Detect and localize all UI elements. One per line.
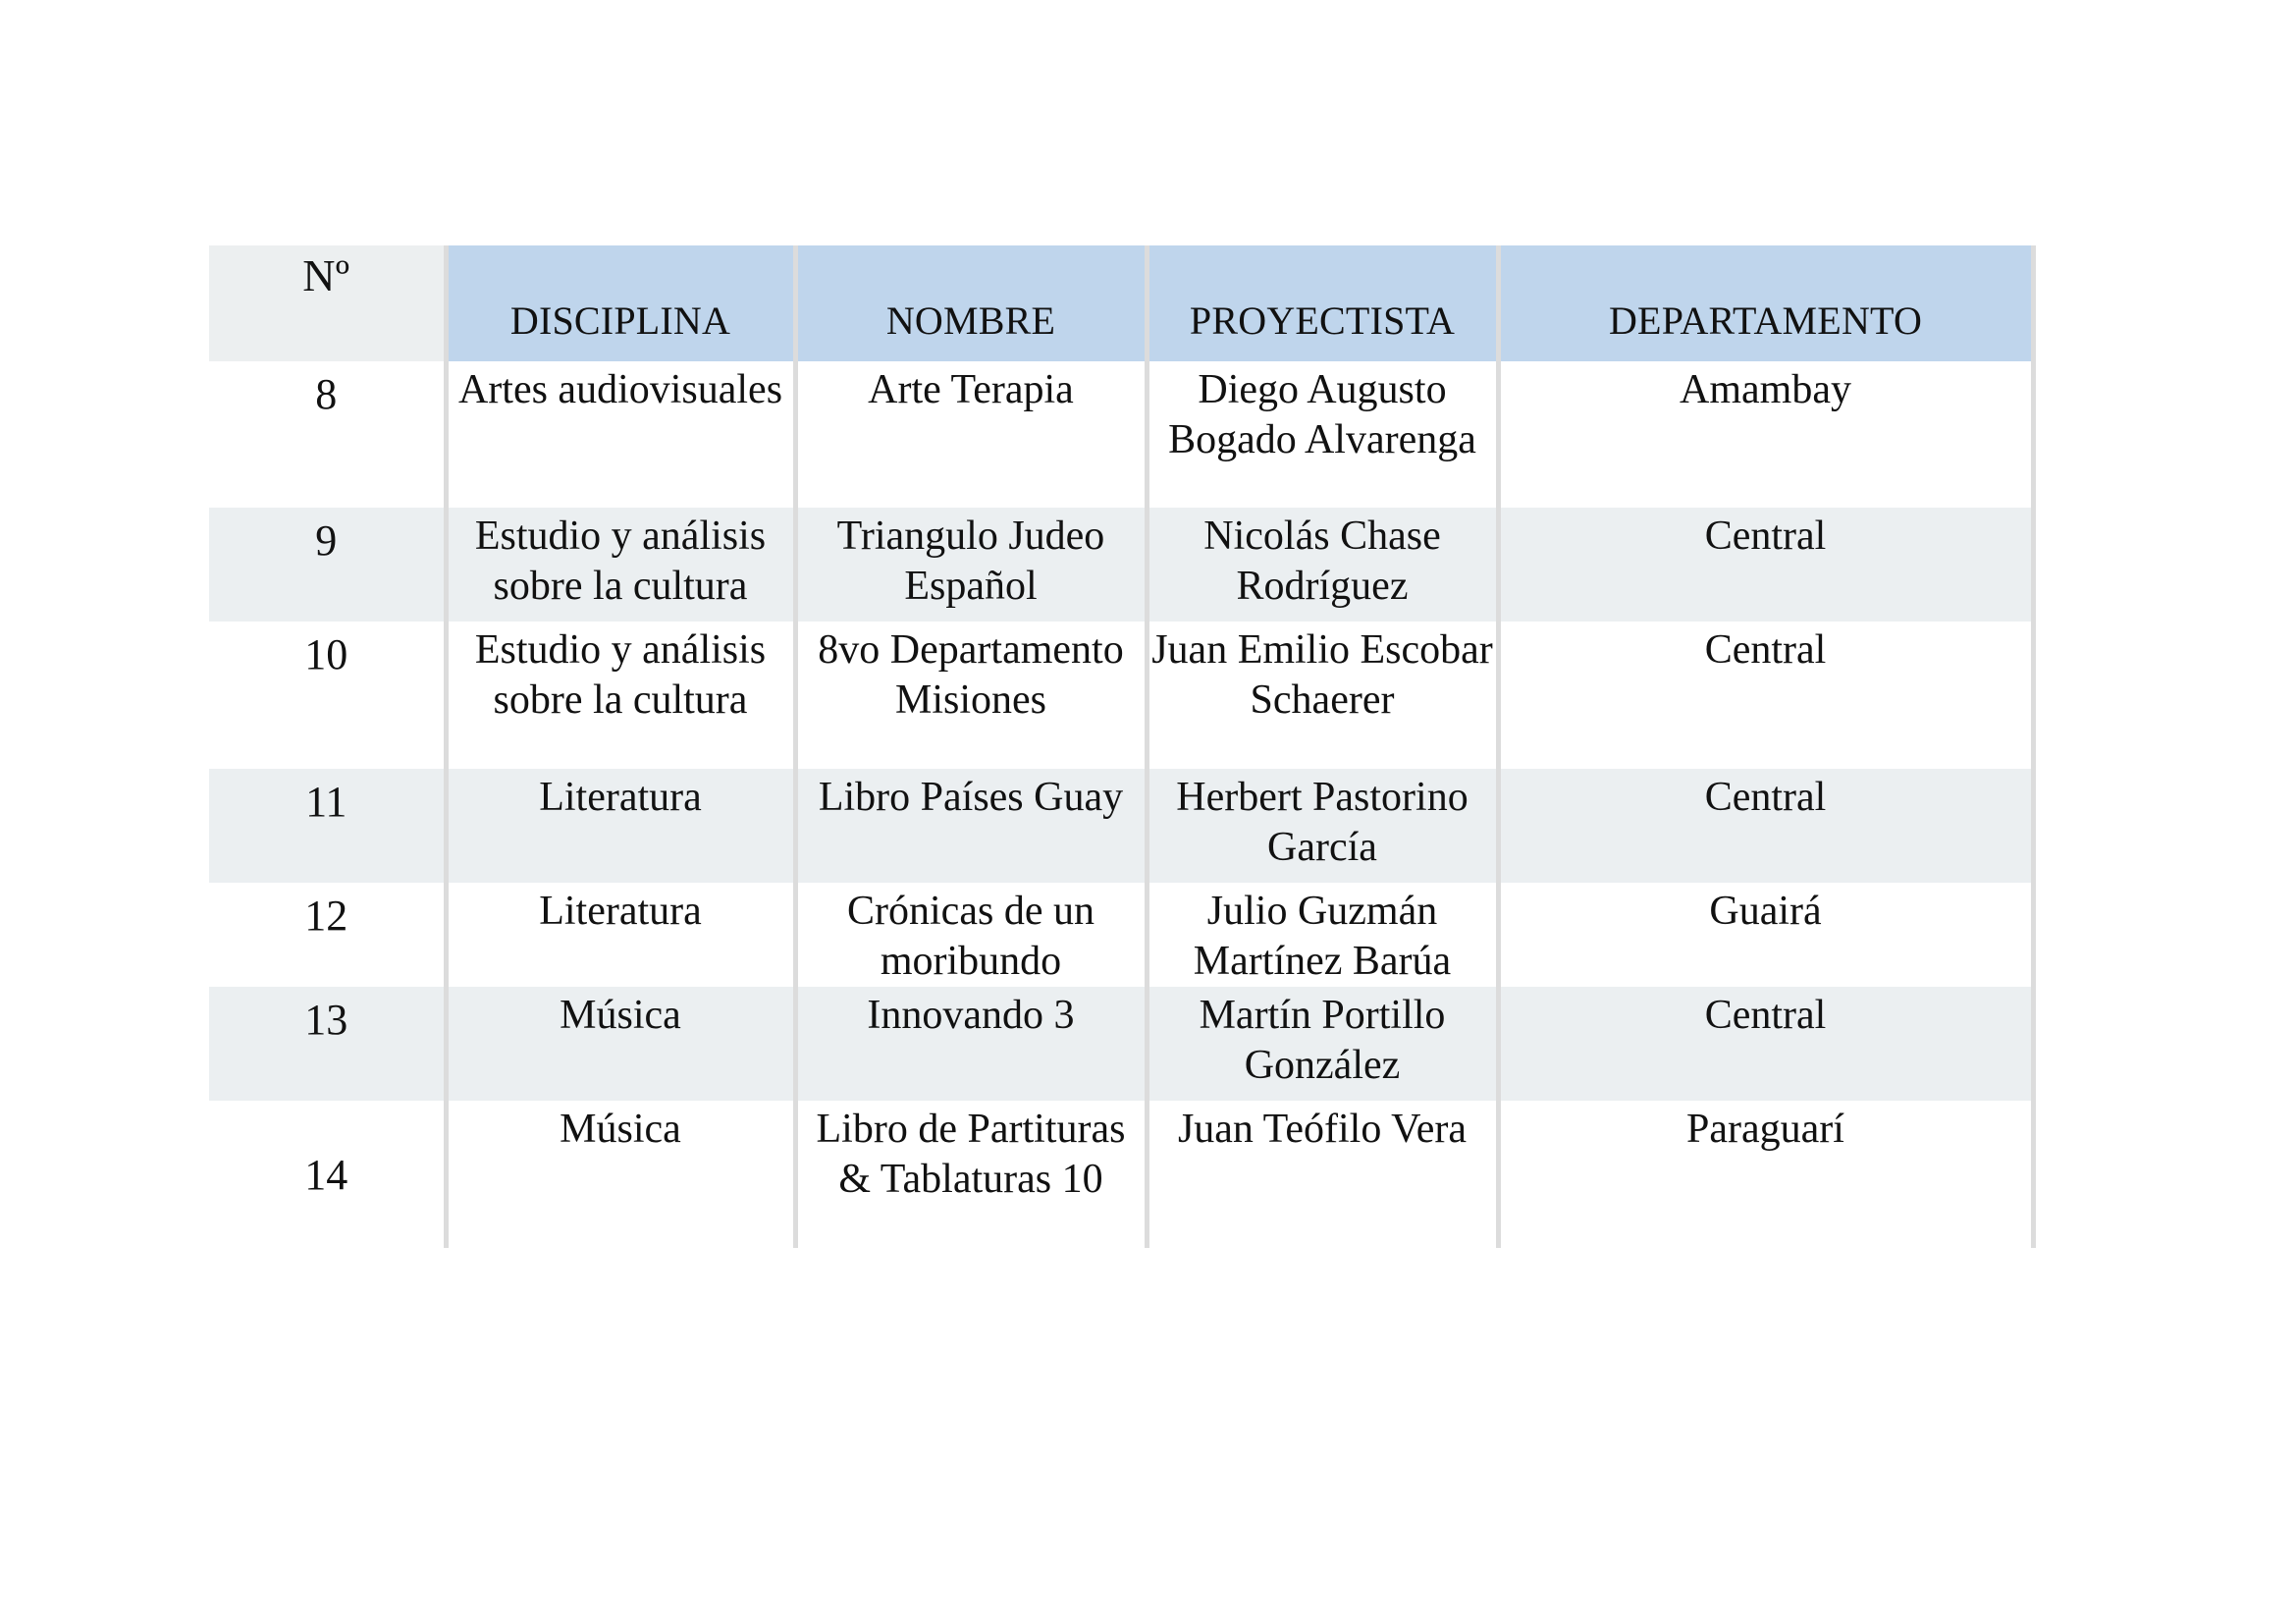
header-proyectista: PROYECTISTA <box>1147 245 1498 361</box>
cell-nombre: Arte Terapia <box>795 361 1147 508</box>
cell-proyectista: Juan Emilio Escobar Schaerer <box>1147 622 1498 769</box>
header-disciplina: DISCIPLINA <box>446 245 795 361</box>
table-row <box>209 508 2033 622</box>
cell-num: 13 <box>209 987 446 1101</box>
projects-table <box>209 245 2036 1248</box>
cell-nombre: Triangulo Judeo Español <box>795 508 1147 622</box>
cell-departamento: Paraguarí <box>1498 1101 2033 1248</box>
cell-disciplina: Música <box>446 1101 795 1248</box>
table-header-row <box>209 245 2033 361</box>
cell-num: 8 <box>209 361 446 508</box>
cell-departamento: Central <box>1498 622 2033 769</box>
cell-disciplina: Estudio y análisis sobre la cultura <box>446 508 795 622</box>
cell-nombre: Libro Países Guay <box>795 769 1147 883</box>
cell-disciplina: Estudio y análisis sobre la cultura <box>446 622 795 769</box>
cell-num: 11 <box>209 769 446 883</box>
projects-table-container <box>209 245 2036 1248</box>
cell-nombre: Libro de Partituras & Tablaturas 10 <box>795 1101 1147 1248</box>
table-row <box>209 987 2033 1101</box>
cell-num: 9 <box>209 508 446 622</box>
cell-disciplina: Literatura <box>446 883 795 987</box>
cell-departamento: Central <box>1498 769 2033 883</box>
cell-nombre: Crónicas de un moribundo <box>795 883 1147 987</box>
table-row <box>209 769 2033 883</box>
header-departamento: DEPARTAMENTO <box>1498 245 2033 361</box>
cell-proyectista: Julio Guzmán Martínez Barúa <box>1147 883 1498 987</box>
cell-proyectista: Nicolás Chase Rodríguez <box>1147 508 1498 622</box>
cell-departamento: Central <box>1498 987 2033 1101</box>
cell-nombre: 8vo Departamento Misiones <box>795 622 1147 769</box>
cell-num: 10 <box>209 622 446 769</box>
header-nombre: NOMBRE <box>795 245 1147 361</box>
cell-proyectista: Herbert Pastorino García <box>1147 769 1498 883</box>
table-row <box>209 1101 2033 1248</box>
cell-disciplina: Artes audiovisuales <box>446 361 795 508</box>
cell-disciplina: Literatura <box>446 769 795 883</box>
cell-departamento: Guairá <box>1498 883 2033 987</box>
cell-proyectista: Diego Augusto Bogado Alvarenga <box>1147 361 1498 508</box>
header-num: Nº <box>209 245 446 361</box>
cell-proyectista: Juan Teófilo Vera <box>1147 1101 1498 1248</box>
table-row <box>209 883 2033 987</box>
table-row <box>209 361 2033 508</box>
cell-num: 14 <box>209 1101 446 1248</box>
table-row <box>209 622 2033 769</box>
cell-departamento: Central <box>1498 508 2033 622</box>
cell-num: 12 <box>209 883 446 987</box>
cell-disciplina: Música <box>446 987 795 1101</box>
cell-nombre: Innovando 3 <box>795 987 1147 1101</box>
cell-proyectista: Martín Portillo González <box>1147 987 1498 1101</box>
cell-departamento: Amambay <box>1498 361 2033 508</box>
